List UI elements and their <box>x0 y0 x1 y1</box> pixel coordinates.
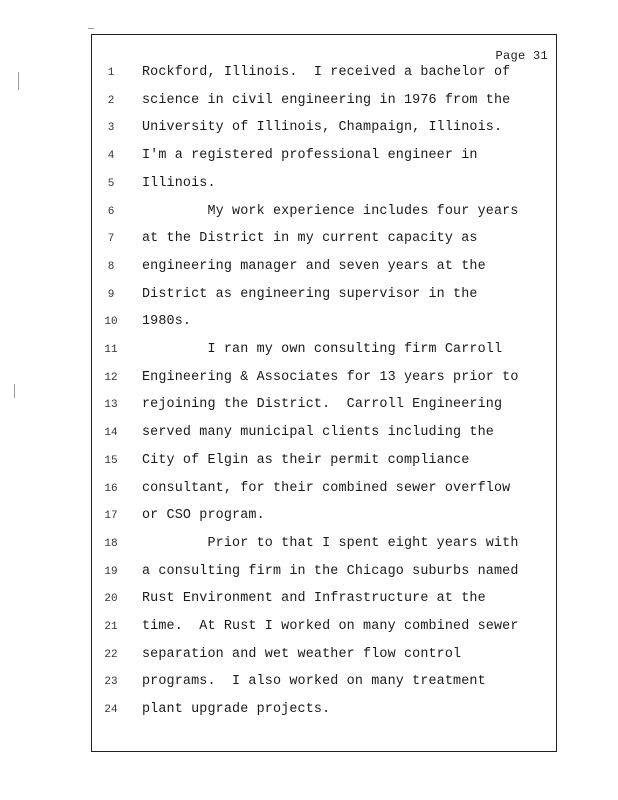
line-number: 1 <box>107 67 115 79</box>
transcript-line <box>92 342 556 362</box>
line-text: consultant, for their combined sewer overflow <box>142 480 511 496</box>
transcript-line <box>92 176 556 196</box>
line-number: 20 <box>104 593 118 606</box>
transcript-line <box>92 287 556 307</box>
line-text: time. At Rust I worked on many combined sewer <box>142 619 519 634</box>
line-text: 1980s. <box>142 314 192 330</box>
line-number: 7 <box>107 233 115 246</box>
line-number: 17 <box>104 510 118 523</box>
line-number: 13 <box>104 399 118 412</box>
transcript-line <box>92 619 556 639</box>
line-number: 24 <box>104 704 118 717</box>
line-number: 2 <box>107 94 115 107</box>
line-number: 21 <box>104 621 118 633</box>
transcript-line <box>92 93 556 113</box>
line-number: 23 <box>104 676 118 689</box>
line-text: Engineering & Associates for 13 years prior to <box>142 369 519 385</box>
transcript-line <box>92 508 556 528</box>
transcript-page <box>91 34 557 752</box>
line-number: 9 <box>107 288 115 301</box>
transcript-line <box>92 397 556 417</box>
transcript-line <box>92 65 556 85</box>
line-text: separation and wet weather flow control <box>142 646 462 662</box>
line-text: District as engineering supervisor in the <box>142 286 478 302</box>
transcript-line <box>92 425 556 445</box>
line-number: 4 <box>107 150 115 163</box>
line-text: University of Illinois, Champaign, Illinois. <box>142 120 503 136</box>
line-text: I'm a registered professional engineer in <box>142 148 478 164</box>
transcript-line <box>92 564 556 584</box>
line-text: plant upgrade projects. <box>142 702 331 718</box>
line-text: served many municipal clients including the <box>142 425 494 441</box>
line-number: 15 <box>104 454 118 467</box>
line-number: 10 <box>104 316 118 329</box>
scan-mark <box>18 72 19 90</box>
transcript-line <box>92 148 556 168</box>
line-number: 22 <box>104 648 118 661</box>
line-text: Rust Environment and Infrastructure at the <box>142 591 486 607</box>
line-text: City of Elgin as their permit compliance <box>142 452 470 468</box>
line-number: 12 <box>104 371 118 384</box>
line-text: rejoining the District. Carroll Engineering <box>142 397 503 413</box>
line-text: programs. I also worked on many treatment <box>142 674 486 690</box>
transcript-line <box>92 259 556 279</box>
line-text: Illinois. <box>142 175 216 191</box>
transcript-line <box>92 204 556 224</box>
line-number: 16 <box>104 482 118 495</box>
line-text: at the District in my current capacity as <box>142 231 478 247</box>
transcript-line <box>92 647 556 667</box>
line-text: Prior to that I spent eight years with <box>142 535 519 551</box>
transcript-line <box>92 674 556 694</box>
line-number: 18 <box>104 537 118 550</box>
transcript-line <box>92 536 556 556</box>
transcript-line <box>92 481 556 501</box>
line-number: 3 <box>107 122 115 135</box>
line-number: 14 <box>104 427 118 440</box>
transcript-line <box>92 314 556 334</box>
transcript-line <box>92 453 556 473</box>
scan-mark <box>14 384 15 398</box>
line-number: 11 <box>104 344 118 356</box>
line-number: 19 <box>104 565 118 578</box>
line-text: I ran my own consulting firm Carroll <box>142 342 503 357</box>
transcript-line <box>92 591 556 611</box>
transcript-line <box>92 370 556 390</box>
scan-mark <box>88 28 94 29</box>
line-text: or CSO program. <box>142 508 265 524</box>
line-text: My work experience includes four years <box>142 203 519 219</box>
line-text: engineering manager and seven years at the <box>142 258 486 274</box>
line-number: 6 <box>107 205 115 218</box>
line-number: 8 <box>107 260 115 273</box>
transcript-line <box>92 120 556 140</box>
page-number: Page 31 <box>495 49 548 63</box>
line-text: Rockford, Illinois. I received a bachelor of <box>142 65 511 80</box>
line-text: a consulting firm in the Chicago suburbs named <box>142 563 519 579</box>
line-text: science in civil engineering in 1976 from the <box>142 92 511 108</box>
transcript-line <box>92 702 556 722</box>
transcript-line <box>92 231 556 251</box>
line-number: 5 <box>107 177 115 190</box>
